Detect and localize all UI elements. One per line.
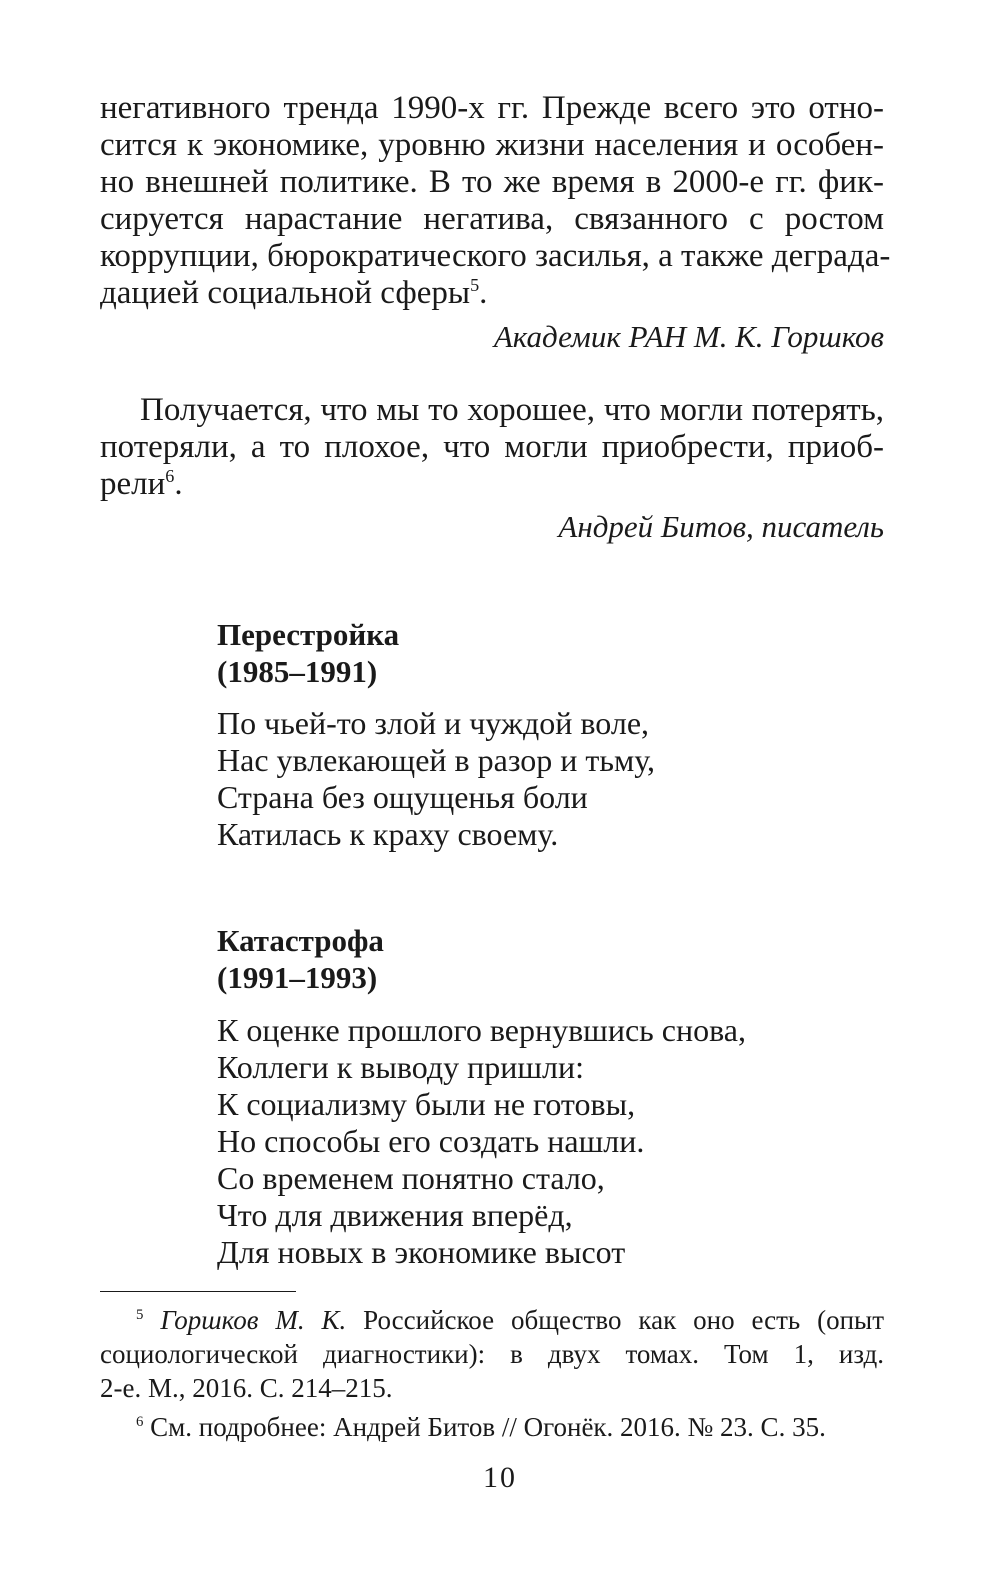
- footnote-line: [136, 1303, 884, 1337]
- poem-title: Перестройка: [217, 617, 400, 652]
- paragraph-line: потеряли, а то плохое, что могли приобрести, приоб-: [100, 429, 884, 465]
- verse-line: Нас увлекающей в разор и тьму,: [217, 742, 656, 778]
- verse-line: Для новых в экономике высот: [217, 1234, 626, 1270]
- attribution-gorshkov: Академик РАН М. К. Горшков: [493, 319, 884, 354]
- verse-line: По чьей-то злой и чуждой воле,: [217, 705, 650, 741]
- footnote-line: 2-е. М., 2016. С. 214–215.: [100, 1373, 393, 1403]
- footnote-author: Горшков М. К.: [160, 1305, 347, 1335]
- poem-years: (1985–1991): [217, 654, 378, 689]
- footnote-ref-5[interactable]: 5: [470, 275, 480, 295]
- poem-title: Катастрофа: [217, 923, 384, 958]
- footnote-number: 5: [136, 1307, 144, 1323]
- verse-line: Коллеги к выводу пришли:: [217, 1049, 584, 1085]
- footnote-text: Российское общество как оно есть (опыт: [346, 1305, 885, 1335]
- verse-line: Катилась к краху своему.: [217, 816, 559, 852]
- footnote-number: 6: [136, 1414, 144, 1430]
- verse-line: К социализму были не готовы,: [217, 1086, 636, 1122]
- paragraph-line: [100, 275, 884, 312]
- verse-line: Но способы его создать нашли.: [217, 1123, 645, 1159]
- verse-line: Со временем понятно стало,: [217, 1160, 605, 1196]
- attribution-bitov: Андрей Битов, писатель: [558, 509, 884, 544]
- paragraph-line: [100, 466, 884, 503]
- page-number: 10: [483, 1461, 517, 1494]
- footnote-ref-6[interactable]: 6: [165, 466, 175, 486]
- footnote-line: [136, 1410, 884, 1444]
- footnote-divider: [100, 1291, 296, 1292]
- verse-line: К оценке прошлого вернувшись снова,: [217, 1012, 746, 1048]
- footnote-line: социологической диагностики): в двух томах. Том 1, изд.: [100, 1339, 884, 1369]
- footnote-text: См. подробнее: Андрей Битов // Огонёк. 2016. № 23. С. 35.: [150, 1412, 826, 1442]
- end-punctuation: .: [174, 466, 183, 502]
- paragraph-line: но внешней политике. В то же время в 2000-е гг. фик-: [100, 164, 884, 200]
- poem-years: (1991–1993): [217, 960, 378, 995]
- verse-line: Что для движения вперёд,: [217, 1197, 573, 1233]
- paragraph-line: сится к экономике, уровню жизни населения и особен-: [100, 127, 884, 163]
- paragraph-line: сируется нарастание негатива, связанного с ростом: [100, 201, 884, 237]
- paragraph-line: Получается, что мы то хорошее, что могли потерять,: [140, 392, 884, 428]
- paragraph-line-text: рели: [100, 466, 166, 502]
- paragraph-line: коррупции, бюрократического засилья, а также деграда-: [100, 238, 891, 274]
- end-punctuation: .: [479, 275, 488, 311]
- verse-line: Страна без ощущенья боли: [217, 779, 588, 815]
- paragraph-line-text: дацией социальной сферы: [100, 275, 471, 311]
- paragraph-line: негативного тренда 1990-х гг. Прежде всего это отно-: [100, 90, 884, 126]
